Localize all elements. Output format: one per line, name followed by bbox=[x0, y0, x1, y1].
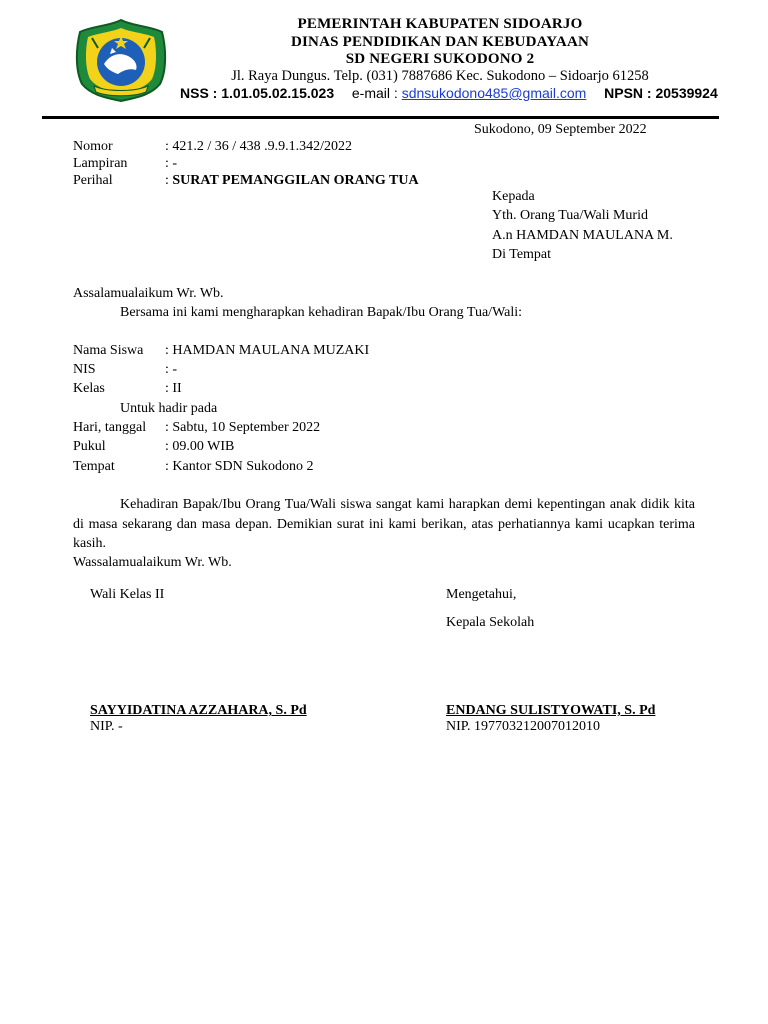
header-rule bbox=[42, 116, 719, 119]
letterhead-department: DINAS PENDIDIKAN DAN KEBUDAYAAN bbox=[290, 34, 590, 50]
letterhead-school-name: SD NEGERI SUKODONO 2 bbox=[345, 51, 535, 67]
letterhead-government: PEMERINTAH KABUPATEN SIDOARJO bbox=[297, 16, 583, 32]
npsn-number: NPSN : 20539924 bbox=[604, 85, 718, 101]
right-signer-name: ENDANG SULISTYOWATI, S. Pd bbox=[446, 703, 656, 718]
letter-subject: SURAT PEMANGGILAN ORANG TUA bbox=[172, 173, 419, 188]
sidoarjo-emblem-icon bbox=[72, 18, 170, 102]
nss-number: NSS : 1.01.05.02.15.023 bbox=[180, 85, 335, 101]
recipient-kepada: Kepada bbox=[492, 189, 535, 204]
email-link[interactable]: sdnsukodono485@gmail.com bbox=[401, 85, 587, 101]
left-signer-nip: NIP. - bbox=[90, 719, 123, 734]
nomor-label: Nomor bbox=[73, 139, 113, 154]
schedule-time-value: : 09.00 WIB bbox=[165, 439, 235, 454]
student-class-value: : II bbox=[165, 381, 182, 396]
student-class-label: Kelas bbox=[73, 381, 105, 396]
letter-date: Sukodono, 09 September 2022 bbox=[474, 122, 647, 137]
student-nis-label: NIS bbox=[73, 362, 96, 377]
perihal-label: Perihal bbox=[73, 173, 113, 188]
right-signer-title: Kepala Sekolah bbox=[446, 615, 535, 630]
schedule-day-value: : Sabtu, 10 September 2022 bbox=[165, 420, 321, 435]
school-logo bbox=[72, 18, 170, 102]
closing-greeting: Wassalamualaikum Wr. Wb. bbox=[73, 555, 232, 570]
recipient-addressee: Yth. Orang Tua/Wali Murid bbox=[492, 208, 648, 223]
schedule-time-label: Pukul bbox=[73, 439, 106, 454]
nomor-value: : 421.2 / 36 / 438 .9.9.1.342/2022 bbox=[165, 139, 353, 154]
recipient-location: Di Tempat bbox=[492, 247, 552, 262]
intro-text: Bersama ini kami mengharapkan kehadiran Bapak/Ibu Orang Tua/Wali: bbox=[120, 305, 523, 320]
recipient-name: A.n HAMDAN MAULANA M. bbox=[492, 228, 673, 243]
greeting: Assalamualaikum Wr. Wb. bbox=[73, 286, 224, 301]
schedule-place-value: : Kantor SDN Sukodono 2 bbox=[165, 459, 314, 474]
attend-intro: Untuk hadir pada bbox=[120, 401, 218, 416]
schedule-place-label: Tempat bbox=[73, 459, 115, 474]
left-signer-title: Wali Kelas II bbox=[90, 587, 165, 602]
student-name-value: : HAMDAN MAULANA MUZAKI bbox=[165, 343, 370, 358]
perihal-colon: : bbox=[165, 173, 169, 188]
left-signer-name: SAYYIDATINA AZZAHARA, S. Pd bbox=[90, 703, 307, 718]
letterhead-contact bbox=[180, 85, 718, 102]
student-nis-value: : - bbox=[165, 362, 178, 377]
perihal-value bbox=[165, 173, 419, 189]
schedule-day-label: Hari, tanggal bbox=[73, 420, 147, 435]
letterhead-address: Jl. Raya Dungus. Telp. (031) 7887686 Kec. Sukodono – Sidoarjo 61258 bbox=[231, 68, 649, 84]
student-name-label: Nama Siswa bbox=[73, 343, 144, 358]
lampiran-label: Lampiran bbox=[73, 156, 128, 171]
right-signer-acknowledge: Mengetahui, bbox=[446, 587, 517, 602]
lampiran-value: : - bbox=[165, 156, 178, 171]
email-label: e-mail : bbox=[351, 85, 398, 101]
body-paragraph: Kehadiran Bapak/Ibu Orang Tua/Wali siswa sangat kami harapkan demi kepentingan anak didik kita di masa sekarang dan masa depan. Demikian surat ini kami berikan, atas perhatiannya kami ucapkan terima kasih. bbox=[73, 497, 695, 551]
right-signer-nip: NIP. 197703212007012010 bbox=[446, 719, 601, 734]
